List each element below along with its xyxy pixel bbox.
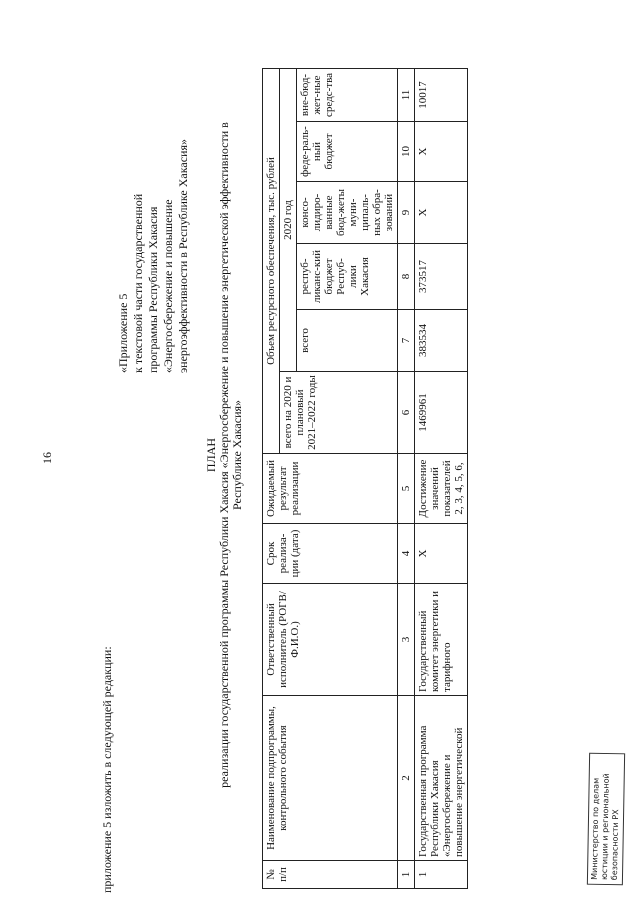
column-number: 5 bbox=[398, 454, 415, 524]
title-line: Республике Хакасия» bbox=[230, 399, 244, 511]
column-number: 6 bbox=[398, 372, 415, 454]
appendix-line: к текстовой части государственной bbox=[131, 193, 145, 373]
column-number: 7 bbox=[398, 310, 415, 372]
registration-stamp: Министерство по делам юстиции и региональной безопасности РХ bbox=[587, 753, 625, 886]
row-term: Х bbox=[415, 524, 468, 584]
table-row bbox=[415, 68, 468, 888]
row-executor: Государственный комитет энергетики и тарифного bbox=[415, 584, 468, 696]
header-executor: Ответственный исполнитель (РОГВ/Ф.И.О.) bbox=[263, 584, 398, 696]
title-line: реализации государственной программы Республики Хакасия «Энергосбережение и повышение энергетической эффективности в bbox=[217, 122, 231, 788]
appendix-line: программы Республики Хакасия bbox=[146, 206, 160, 373]
column-number: 2 bbox=[398, 696, 415, 861]
column-number: 4 bbox=[398, 524, 415, 584]
appendix-line: «Приложение 5 bbox=[116, 293, 130, 373]
header-total-2020: всего на 2020 и плановый 2021–2022 годы bbox=[280, 372, 398, 454]
header-year-2020: 2020 год bbox=[280, 68, 297, 371]
row-name: Государственная программа Республики Хакасия «Энергосбережение и повышение энергетической bbox=[415, 696, 468, 861]
row-total: 383534 bbox=[415, 310, 468, 372]
header-result: Ожидаемый результат реализации bbox=[263, 454, 398, 524]
column-number: 9 bbox=[398, 182, 415, 244]
appendix-line: «Энергосбережение и повышение bbox=[161, 199, 175, 373]
header-federal: феде-раль-ный бюджет bbox=[297, 122, 398, 182]
plan-table bbox=[262, 68, 468, 889]
column-number-row bbox=[398, 68, 415, 888]
header-republic: респуб-ликанс-кий бюджет Респуб-лики Хакасия bbox=[297, 244, 398, 310]
title-line: ПЛАН bbox=[204, 437, 218, 473]
page-number: 16 bbox=[40, 452, 54, 464]
row-result: Достижение значений показателей 2, 3, 4, 5, 6, bbox=[415, 454, 468, 524]
header-municipal: консо-лидиро-ванные бюд-жеты муни-ципаль-ных обра-зований bbox=[297, 182, 398, 244]
row-num: 1 bbox=[415, 861, 468, 889]
row-total-2020: 1469961 bbox=[415, 372, 468, 454]
column-number: 1 bbox=[398, 861, 415, 889]
column-number: 10 bbox=[398, 122, 415, 182]
row-offbudget: 10017 bbox=[415, 68, 468, 121]
header-term: Срок реализа-ции (дата) bbox=[263, 524, 398, 584]
column-number: 3 bbox=[398, 584, 415, 696]
header-offbudget: вне-бюд-жет-ные средс-тва bbox=[297, 68, 398, 121]
row-municipal: Х bbox=[415, 182, 468, 244]
column-number: 8 bbox=[398, 244, 415, 310]
row-republic: 373517 bbox=[415, 244, 468, 310]
appendix-line: энергоэффективности в Республике Хакасия» bbox=[176, 139, 190, 373]
document-title bbox=[205, 15, 244, 895]
header-name: Наименование подпрограммы, контрольного события bbox=[263, 696, 398, 861]
header-num: № п/п bbox=[263, 861, 398, 889]
header-total: всего bbox=[297, 310, 398, 372]
header-volume-group: Объем ресурсного обеспечения, тыс. рублей bbox=[263, 68, 280, 453]
column-number: 11 bbox=[398, 68, 415, 121]
appendix-header bbox=[116, 139, 191, 373]
intro-text: приложение 5 изложить в следующей редакции: bbox=[100, 646, 114, 893]
row-federal: Х bbox=[415, 122, 468, 182]
